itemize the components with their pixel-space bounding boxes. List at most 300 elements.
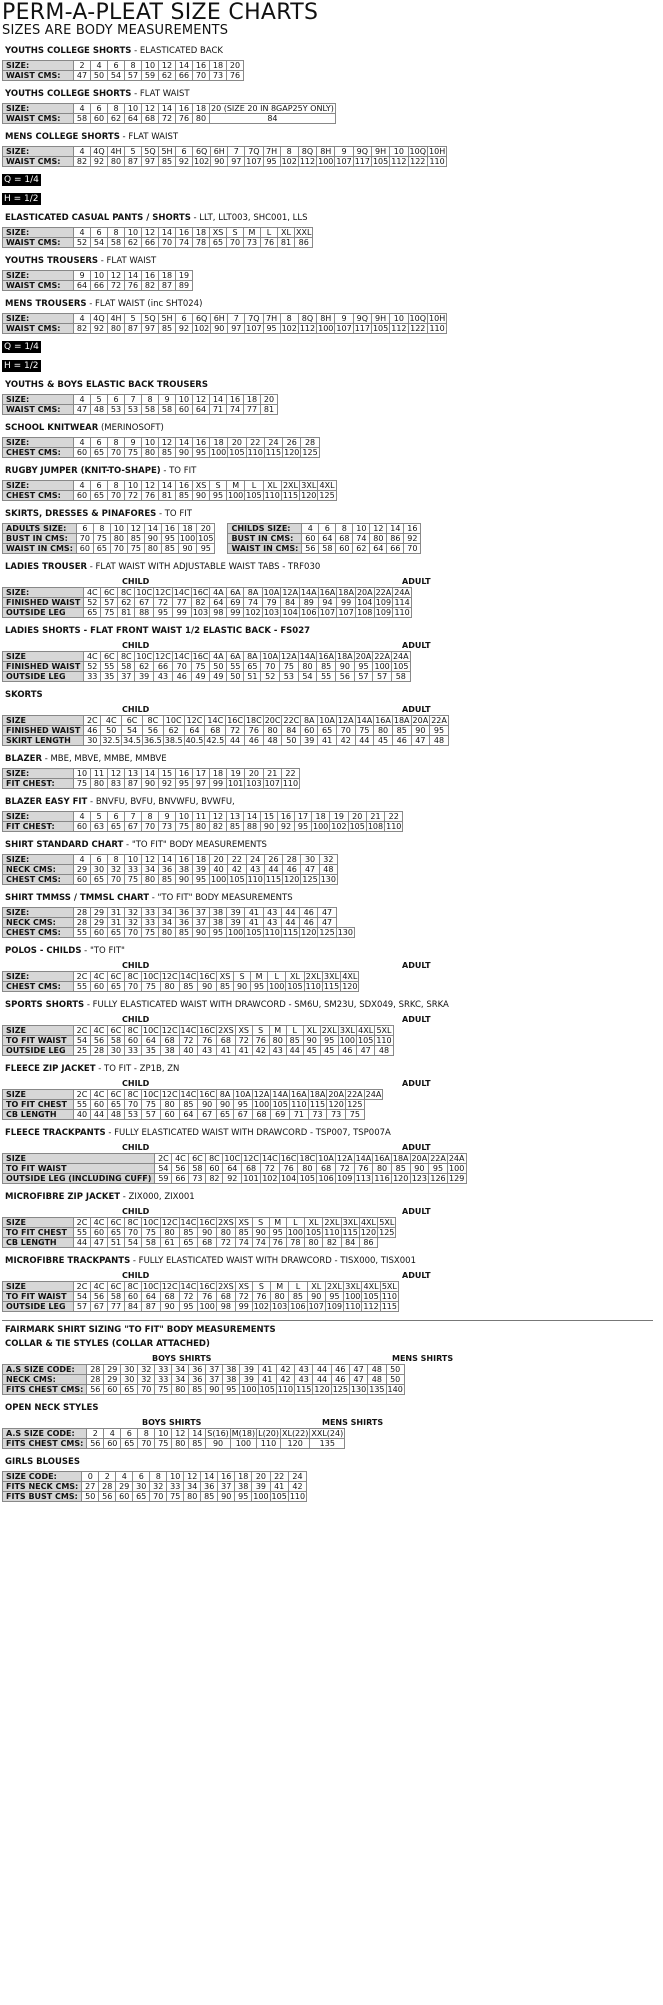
row-label: NECK CMS: xyxy=(3,1375,87,1385)
row-label: FITS CHEST CMS: xyxy=(3,1439,87,1449)
group-label: CHILD xyxy=(122,1079,150,1088)
table-cell: XS xyxy=(235,1218,252,1228)
table-cell: 5XL xyxy=(376,1026,392,1035)
table-cell: 100 xyxy=(211,448,227,457)
table-cell: 20 xyxy=(261,395,278,405)
table-cell: 80 xyxy=(374,726,393,736)
table-cell: 39 xyxy=(227,918,245,928)
row-label: FITS NECK CMS: xyxy=(3,1482,82,1492)
table-cell: 4XL xyxy=(342,972,358,981)
table-cell: 56 xyxy=(91,1292,108,1302)
table-cell: 70 xyxy=(227,238,244,248)
row-label: WAIST IN CMS: xyxy=(228,544,302,554)
table-cell: 36 xyxy=(159,865,176,875)
table-cell: 58 xyxy=(108,238,125,248)
table-cell: 16 xyxy=(142,271,159,281)
table-cell: 46 xyxy=(84,726,101,736)
table-cell: 14 xyxy=(210,395,227,405)
table-cell: 41 xyxy=(235,1046,252,1056)
table-cell: 109 xyxy=(375,608,392,617)
table-cell: 28 xyxy=(99,1482,116,1492)
table-cell: 60 xyxy=(125,1292,142,1302)
row-label: CHEST CMS: xyxy=(3,982,74,992)
table-cell: 67 xyxy=(234,1110,253,1120)
table-cell: 16C xyxy=(199,972,216,981)
table-row xyxy=(3,822,403,832)
table-cell: 85 xyxy=(159,875,176,885)
table-cell: 12 xyxy=(193,395,210,405)
table-cell: 120 xyxy=(284,875,300,884)
section-subtitle: - FULLY ELASTICATED WAIST WITH DRAWCORD - TSP007, TSP007A xyxy=(105,1128,391,1138)
table-cell: 106 xyxy=(290,1302,306,1311)
row-label: A.S SIZE CODE: xyxy=(3,1365,87,1375)
table-cell: 50 xyxy=(282,736,301,746)
section-title: LADIES SHORTS - FLAT FRONT WAIST 1/2 ELASTIC BACK - FS027 xyxy=(5,626,311,636)
table-cell: 99 xyxy=(172,608,191,618)
table-cell: 12 xyxy=(370,524,387,534)
table-row xyxy=(3,812,403,822)
table-cell: 5H xyxy=(159,147,176,157)
table-row xyxy=(3,652,411,662)
table-cell: 92 xyxy=(176,157,193,167)
table-cell: 19 xyxy=(330,812,348,822)
table-cell: 16 xyxy=(404,524,421,534)
table-cell: 58 xyxy=(189,1164,206,1174)
row-label: CHEST CMS: xyxy=(3,875,74,885)
table-cell: 92 xyxy=(176,324,193,334)
table-cell: 46 xyxy=(300,908,318,918)
table-cell: 120 xyxy=(342,982,358,991)
section-heading xyxy=(5,754,653,765)
table-cell: 24A xyxy=(448,1154,465,1163)
table-cell: 6 xyxy=(91,228,108,238)
table-cell: 100 xyxy=(269,982,285,991)
table-cell: 107 xyxy=(246,324,262,333)
group-label: ADULT xyxy=(402,1207,431,1216)
row-label: OUTSIDE LEG xyxy=(3,672,84,682)
table-cell: 76 xyxy=(142,491,159,501)
row-label: SIZE xyxy=(3,1090,74,1100)
table-cell: 90 xyxy=(198,982,217,992)
table-row xyxy=(3,1439,345,1449)
note-label: Q = 1/4 xyxy=(4,175,39,185)
table-cell: 43 xyxy=(198,1046,217,1056)
table-cell: 77 xyxy=(244,405,261,415)
table-cell: 39 xyxy=(240,1365,258,1375)
table-cell: 18C xyxy=(299,1154,316,1163)
table-cell: 105 xyxy=(306,1228,322,1237)
table-cell: 80 xyxy=(373,1164,392,1174)
table-cell: 27 xyxy=(82,1482,99,1492)
table-cell: 125 xyxy=(319,491,335,500)
table-row xyxy=(3,875,338,885)
table-cell: 32 xyxy=(108,865,125,875)
table-cell: 115 xyxy=(342,1228,358,1237)
table-cell: 47 xyxy=(91,1238,108,1248)
table-cell: 37 xyxy=(218,1482,235,1492)
table-cell: 6 xyxy=(91,438,108,448)
page-subtitle: SIZES ARE BODY MEASUREMENTS xyxy=(2,23,229,38)
group-label: ADULT xyxy=(402,577,431,586)
table-cell: 2C xyxy=(74,1218,91,1228)
row-label: OUTSIDE LEG xyxy=(3,1046,74,1056)
table-cell: 115 xyxy=(265,448,282,457)
table-row xyxy=(3,598,412,608)
size-table xyxy=(2,270,193,291)
table-cell: 76 xyxy=(252,1036,269,1046)
table-cell: 48 xyxy=(263,736,282,746)
table-cell: 90 xyxy=(217,1100,234,1110)
table-cell: 29 xyxy=(91,908,108,918)
table-cell: 10Q xyxy=(409,147,427,156)
table-cell: 28 xyxy=(87,1375,104,1385)
table-cell: 97 xyxy=(228,324,245,334)
group-label: CHILD xyxy=(122,1207,150,1216)
table-cell: XL xyxy=(307,1282,325,1292)
table-cell: 6A xyxy=(227,588,244,598)
table-cell: 30 xyxy=(121,1375,138,1385)
table-cell: 18 xyxy=(193,855,210,865)
table-cell: 39 xyxy=(301,736,318,746)
table-row xyxy=(3,1228,396,1238)
table-cell: 64 xyxy=(142,1292,161,1302)
row-label: NECK CMS: xyxy=(3,918,74,928)
table-cell: 33 xyxy=(155,1375,172,1385)
table-cell: 39 xyxy=(135,672,154,682)
table-cell: 68 xyxy=(142,114,159,124)
table-cell: 58 xyxy=(108,1036,125,1046)
table-cell: 20A xyxy=(356,588,373,597)
section-subtitle: - FLAT WAIST xyxy=(131,89,190,99)
table-cell: 110 xyxy=(429,157,445,166)
table-cell: 106 xyxy=(301,608,317,617)
table-cell: 42 xyxy=(252,1046,269,1056)
table-row xyxy=(3,71,244,81)
table-cell: 102 xyxy=(194,324,210,333)
table-cell: 82 xyxy=(206,1174,223,1184)
group-label: BOYS SHIRTS xyxy=(142,1418,202,1427)
table-cell: 8A xyxy=(244,652,261,662)
table-cell: 8 xyxy=(93,524,110,534)
table-cell: 33 xyxy=(125,865,142,875)
table-cell: 98 xyxy=(217,1302,236,1312)
table-cell: 5Q xyxy=(142,314,159,324)
table-cell: 95 xyxy=(210,928,227,938)
table-row xyxy=(3,157,447,167)
table-cell: 105 xyxy=(372,157,389,166)
table-cell: M xyxy=(251,972,268,982)
table-cell: 110 xyxy=(247,448,263,457)
table-cell: 109 xyxy=(337,1174,353,1183)
table-cell: 20 xyxy=(245,769,263,779)
row-label: SIZE xyxy=(3,1282,74,1292)
table-cell: 4 xyxy=(74,314,91,324)
table-cell: 73 xyxy=(159,822,176,832)
size-table xyxy=(2,1364,405,1395)
table-cell: 64 xyxy=(193,405,210,415)
table-cell: 12A xyxy=(337,716,354,725)
table-cell: 120 xyxy=(360,1228,377,1237)
table-cell: 58 xyxy=(142,1238,161,1248)
table-cell: 62 xyxy=(125,238,142,248)
table-cell: 101 xyxy=(228,779,244,788)
table-cell: 30 xyxy=(133,1482,150,1492)
table-cell: 4 xyxy=(302,524,319,534)
chart-section xyxy=(2,1192,653,1248)
table-cell: 112 xyxy=(391,324,407,333)
table-row xyxy=(3,1375,405,1385)
section-title: OPEN NECK STYLES xyxy=(5,1403,99,1413)
table-cell: 70 xyxy=(193,71,210,81)
table-cell: 32 xyxy=(319,855,337,865)
table-cell: 60 xyxy=(91,1100,108,1110)
group-labels xyxy=(2,576,653,587)
table-cell: 14C xyxy=(173,588,190,597)
table-row xyxy=(3,1282,399,1292)
table-cell: 123 xyxy=(411,1174,427,1183)
chart-section xyxy=(2,423,653,458)
table-cell: 6C xyxy=(189,1154,206,1164)
chart-section xyxy=(2,213,653,248)
table-cell: 60 xyxy=(74,448,91,458)
table-cell: 12 xyxy=(142,228,159,238)
table-row xyxy=(3,1365,405,1375)
table-cell: 14 xyxy=(159,481,176,491)
table-row xyxy=(3,1482,307,1492)
table-cell: 88 xyxy=(244,822,261,832)
table-cell: 74 xyxy=(176,238,193,248)
table-cell: 64 xyxy=(125,114,142,124)
table-cell: 31 xyxy=(108,908,125,918)
table-cell: 48 xyxy=(375,1046,393,1056)
table-cell: 47 xyxy=(74,71,91,81)
table-cell: 12C xyxy=(184,716,205,726)
section-title: FAIRMARK SHIRT SIZING "TO FIT" BODY MEASUREMENTS xyxy=(5,1325,276,1335)
table-cell: 9 xyxy=(74,271,91,281)
row-label: CHILDS SIZE: xyxy=(228,524,302,534)
table-cell: 120 xyxy=(393,1174,409,1183)
table-cell: 95 xyxy=(193,875,210,885)
table-cell: 12 xyxy=(184,1472,201,1482)
table-cell: 75 xyxy=(355,726,374,736)
table-cell: 120 xyxy=(314,1385,330,1394)
table-cell: 79 xyxy=(262,598,281,608)
table-cell: 32 xyxy=(125,908,142,918)
table-cell: 32.5 xyxy=(102,736,121,745)
table-cell: 48 xyxy=(319,865,337,875)
table-row xyxy=(3,736,449,746)
section-heading xyxy=(5,840,653,851)
table-cell: 6 xyxy=(108,395,125,405)
table-cell: 9 xyxy=(335,147,353,157)
row-label: TO FIT WAIST xyxy=(3,1292,74,1302)
table-cell: 50 xyxy=(91,71,108,81)
table-cell: 100 xyxy=(228,491,244,500)
table-cell: 2C xyxy=(74,1282,91,1292)
table-cell: 42 xyxy=(336,736,355,746)
table-cell: 73 xyxy=(308,1110,327,1120)
table-cell: 6 xyxy=(176,147,193,157)
row-label: NECK CMS: xyxy=(3,865,74,875)
table-cell: 82 xyxy=(191,598,210,608)
table-cell: 4XL xyxy=(363,1282,379,1291)
table-cell: 63 xyxy=(91,822,108,832)
table-cell: 24A xyxy=(365,1090,382,1099)
table-cell: 108 xyxy=(367,822,384,831)
chart-section xyxy=(2,1325,653,1395)
group-labels xyxy=(2,960,653,971)
table-cell: 105 xyxy=(349,822,365,831)
table-cell: 80 xyxy=(193,114,210,124)
table-cell: 107 xyxy=(336,157,352,166)
table-cell: 75 xyxy=(142,982,161,992)
table-cell: 95 xyxy=(197,544,215,554)
table-cell: 122 xyxy=(408,157,427,167)
table-cell: 21 xyxy=(263,769,281,779)
table-cell: 52 xyxy=(84,598,101,608)
table-row xyxy=(3,314,447,324)
group-label: MENS SHIRTS xyxy=(322,1418,384,1427)
table-cell: 70 xyxy=(142,822,159,832)
table-cell: 75 xyxy=(125,448,142,458)
table-cell: 41 xyxy=(318,736,337,746)
table-cell: 75 xyxy=(125,875,142,885)
table-cell: 38 xyxy=(223,1375,240,1385)
table-cell: 90 xyxy=(261,822,278,832)
divider xyxy=(2,1320,653,1321)
table-cell: 26 xyxy=(283,438,301,448)
table-cell: 65 xyxy=(93,544,110,554)
table-cell: 6C xyxy=(101,588,118,598)
section-heading xyxy=(5,690,653,701)
table-cell: 4XL xyxy=(360,1218,376,1227)
table-cell: 105 xyxy=(259,1385,275,1394)
table-cell: 65 xyxy=(210,238,227,248)
table-cell: 65 xyxy=(318,726,337,736)
table-cell: 115 xyxy=(323,982,340,991)
table-cell: 6C xyxy=(108,1218,125,1228)
table-cell: 80 xyxy=(160,1228,179,1238)
row-label: WAIST CMS: xyxy=(3,157,74,167)
table-cell: 4C xyxy=(91,1090,108,1100)
table-cell: 75 xyxy=(142,1100,161,1110)
table-cell: 14A xyxy=(299,652,316,661)
table-row xyxy=(3,982,359,992)
row-label: SIZE: xyxy=(3,395,74,405)
row-label: SIZE: xyxy=(3,314,74,324)
table-cell: 58 xyxy=(74,114,91,124)
table-cell: 56 xyxy=(91,1036,108,1046)
table-cell: 9 xyxy=(335,314,353,324)
table-cell: 17 xyxy=(193,769,210,779)
table-cell: 72 xyxy=(226,726,245,736)
group-labels xyxy=(2,1417,653,1428)
table-cell: 85 xyxy=(179,982,198,992)
table-cell: 4 xyxy=(116,1472,133,1482)
section-subtitle: - LLT, LLT003, SHC001, LLS xyxy=(190,213,308,223)
table-cell: 60 xyxy=(91,1228,108,1238)
table-cell: 87 xyxy=(125,157,142,167)
table-cell: L xyxy=(261,228,278,238)
table-cell: 17 xyxy=(295,812,312,822)
table-cell: 6C xyxy=(108,1282,125,1292)
table-row xyxy=(228,534,421,544)
table-cell: 20 xyxy=(197,524,215,534)
table-cell: 16 xyxy=(193,438,210,448)
table-cell: 82 xyxy=(210,822,227,832)
table-cell: 95 xyxy=(269,1228,286,1238)
table-cell: 60 xyxy=(336,544,353,554)
table-cell: L xyxy=(268,972,286,982)
table-row xyxy=(3,855,338,865)
row-label: SIZE: xyxy=(3,769,74,779)
table-cell: 12C xyxy=(155,652,171,661)
table-cell: 84 xyxy=(341,1238,359,1248)
table-cell: 76 xyxy=(198,1292,217,1302)
table-cell: 72 xyxy=(159,114,176,124)
table-cell: 95 xyxy=(429,1164,448,1174)
table-cell: 14C xyxy=(261,1154,278,1163)
table-cell: 68 xyxy=(217,1036,236,1046)
table-row xyxy=(3,114,336,124)
size-table xyxy=(2,907,355,938)
table-cell: 85 xyxy=(235,1228,252,1238)
table-row xyxy=(3,1302,399,1312)
section-heading xyxy=(5,1256,653,1267)
table-cell: 4 xyxy=(74,438,91,448)
row-label: ADULTS SIZE: xyxy=(3,524,77,534)
chart-section xyxy=(2,562,653,618)
table-cell: 19 xyxy=(227,769,245,779)
size-table xyxy=(2,437,320,458)
charts-group-2 xyxy=(2,562,653,1312)
row-label: SIZE: xyxy=(3,147,74,157)
table-cell: 54 xyxy=(298,672,317,682)
table-cell: 110 xyxy=(386,822,402,831)
table-cell: 65 xyxy=(108,1228,125,1238)
table-cell: 40.5 xyxy=(185,736,204,745)
table-cell: 50 xyxy=(386,1365,404,1375)
table-cell: 10A xyxy=(319,716,335,725)
table-cell: 102 xyxy=(281,324,297,333)
section-title: BLAZER xyxy=(5,754,42,764)
table-cell: 22 xyxy=(385,812,403,822)
table-cell: 68 xyxy=(160,1036,179,1046)
table-row xyxy=(3,1174,467,1184)
table-cell: 8C xyxy=(118,652,135,662)
table-cell: 18 xyxy=(244,395,261,405)
section-subtitle: - FULLY ELASTICATED WAIST WITH DRAWCORD - TISX000, TISX001 xyxy=(130,1256,416,1266)
table-cell: 100 xyxy=(241,1385,257,1394)
table-cell: 12A xyxy=(282,588,298,597)
section-heading xyxy=(5,1064,653,1075)
table-cell: 92 xyxy=(91,157,108,167)
table-cell: 80 xyxy=(269,1036,286,1046)
table-cell: 103 xyxy=(272,1302,288,1311)
table-cell: 75 xyxy=(155,1385,172,1395)
table-cell: 12 xyxy=(210,812,227,822)
table-row xyxy=(3,908,355,918)
table-cell: 8H xyxy=(317,147,335,157)
table-cell: 58 xyxy=(108,1292,125,1302)
table-cell: 20A xyxy=(355,652,372,661)
table-cell: 15 xyxy=(159,769,176,779)
table-cell: L(20) xyxy=(258,1429,279,1438)
table-cell: 100 xyxy=(230,1439,256,1449)
table-cell: 70 xyxy=(261,662,280,672)
table-cell: 44 xyxy=(264,865,282,875)
section-heading xyxy=(5,89,653,100)
